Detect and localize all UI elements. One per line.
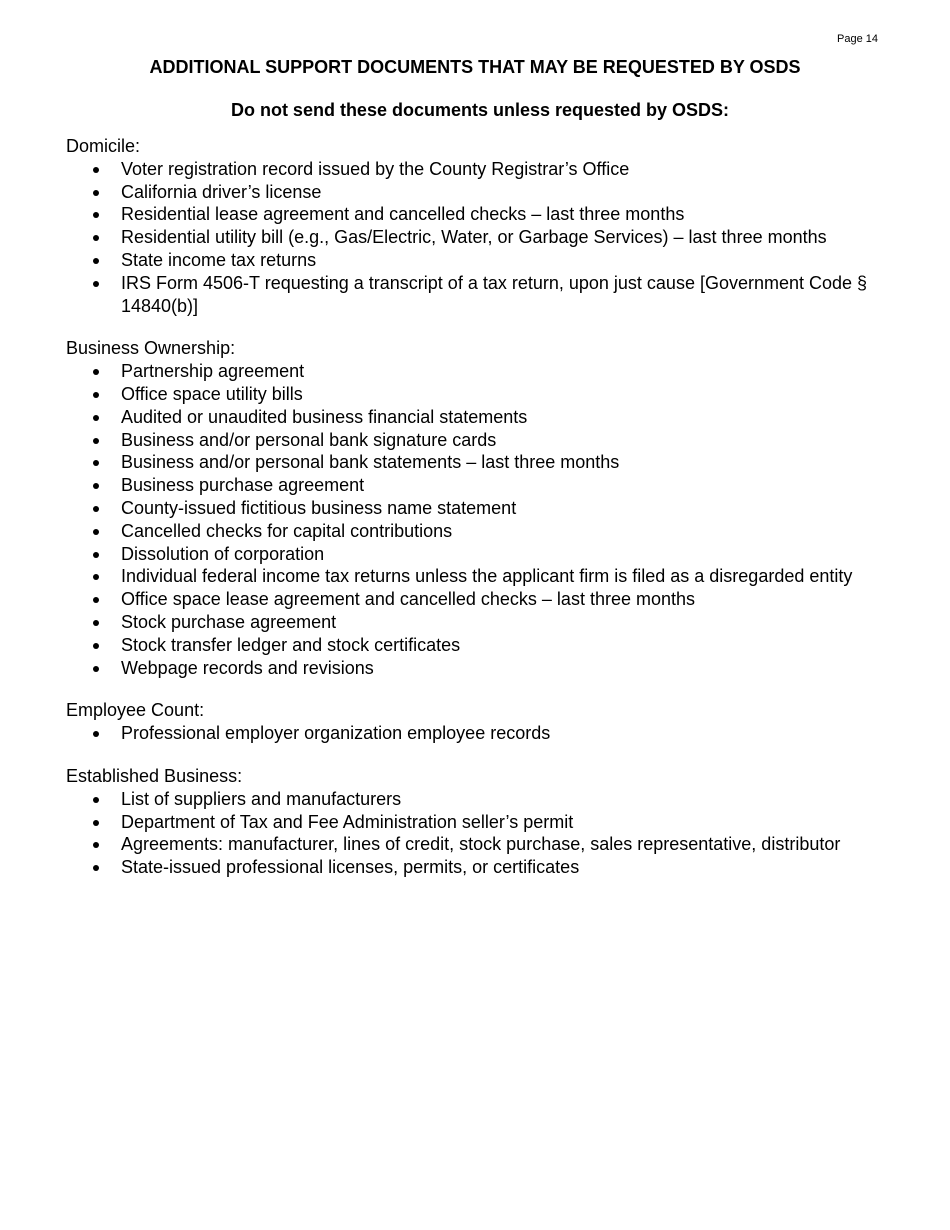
list-item-text: County-issued fictitious business name statement — [121, 497, 517, 518]
list-item — [66, 360, 886, 383]
bullet-icon — [93, 574, 99, 580]
list-item-text: Agreements: manufacturer, lines of credit, stock purchase, sales representative, distributor — [121, 834, 841, 855]
list-item — [66, 497, 886, 520]
list-item-text: Individual federal income tax returns unless the applicant firm is filed as a disregarded entity — [121, 566, 853, 587]
list-item-text: Voter registration record issued by the County Registrar’s Office — [121, 158, 630, 179]
list-item-text: Cancelled checks for capital contributions — [121, 520, 453, 541]
list-item-text: State income tax returns — [121, 249, 317, 270]
list-item — [66, 429, 886, 452]
list-item — [66, 811, 886, 834]
document-body — [66, 135, 886, 899]
bullet-icon — [93, 820, 99, 826]
list-item — [66, 474, 886, 497]
list-item-text: Audited or unaudited business financial statements — [121, 406, 528, 427]
bullet-icon — [93, 281, 99, 287]
bullet-icon — [93, 865, 99, 871]
section-established-business — [66, 765, 886, 879]
document-list — [66, 360, 886, 679]
list-item — [66, 611, 886, 634]
list-item — [66, 565, 886, 588]
bullet-icon — [93, 235, 99, 241]
document-subtitle: Do not send these documents unless requested by OSDS: — [230, 100, 730, 120]
list-item — [66, 272, 886, 318]
section-business-ownership — [66, 337, 886, 679]
bullet-icon — [93, 460, 99, 466]
bullet-icon — [93, 797, 99, 803]
list-item — [66, 181, 886, 204]
list-item — [66, 833, 886, 856]
list-item — [66, 657, 886, 680]
bullet-icon — [93, 842, 99, 848]
document-list — [66, 158, 886, 318]
list-item — [66, 158, 886, 181]
list-item — [66, 451, 886, 474]
list-item-text: California driver’s license — [121, 181, 322, 202]
list-item-text: List of suppliers and manufacturers — [121, 788, 402, 809]
list-item — [66, 856, 886, 879]
list-item-text: Webpage records and revisions — [121, 657, 374, 678]
section-heading: Employee Count: — [66, 700, 205, 721]
page-number: Page 14 — [837, 33, 878, 45]
list-item — [66, 634, 886, 657]
document-list — [66, 788, 886, 879]
list-item-text: Residential utility bill (e.g., Gas/Electric, Water, or Garbage Services) – last three months — [121, 227, 827, 248]
bullet-icon — [93, 167, 99, 173]
list-item — [66, 520, 886, 543]
bullet-icon — [93, 731, 99, 737]
document-title: ADDITIONAL SUPPORT DOCUMENTS THAT MAY BE REQUESTED BY OSDS — [149, 57, 801, 77]
list-item — [66, 543, 886, 566]
section-heading: Business Ownership: — [66, 338, 236, 359]
bullet-icon — [93, 620, 99, 626]
section-domicile — [66, 135, 886, 317]
list-item — [66, 588, 886, 611]
section-heading: Domicile: — [66, 136, 141, 156]
list-item — [66, 406, 886, 429]
list-item-text: IRS Form 4506-T requesting a transcript of a tax return, upon just cause [Government Code § 14840(b)] — [121, 272, 868, 316]
bullet-icon — [93, 438, 99, 444]
list-item — [66, 788, 886, 811]
bullet-icon — [93, 190, 99, 196]
list-item — [66, 383, 886, 406]
list-item-text: Stock purchase agreement — [121, 611, 337, 632]
bullet-icon — [93, 529, 99, 535]
list-item-text: Residential lease agreement and cancelled checks – last three months — [121, 204, 685, 225]
bullet-icon — [93, 483, 99, 489]
bullet-icon — [93, 552, 99, 558]
section-heading: Established Business: — [66, 765, 243, 786]
list-item-text: Office space utility bills — [121, 383, 303, 404]
list-item-text: State-issued professional licenses, permits, or certificates — [121, 857, 580, 878]
list-item-text: Dissolution of corporation — [121, 543, 325, 564]
bullet-icon — [93, 258, 99, 264]
bullet-icon — [93, 369, 99, 375]
bullet-icon — [93, 666, 99, 672]
list-item-text: Department of Tax and Fee Administration seller’s permit — [121, 811, 574, 832]
list-item-text: Office space lease agreement and cancelled checks – last three months — [121, 589, 695, 610]
section-employee-count — [66, 699, 886, 745]
bullet-icon — [93, 392, 99, 398]
list-item-text: Business purchase agreement — [121, 475, 365, 496]
list-item — [66, 249, 886, 272]
list-item-text: Stock transfer ledger and stock certificates — [121, 634, 461, 655]
document-list — [66, 722, 886, 745]
list-item-text: Partnership agreement — [121, 361, 305, 382]
bullet-icon — [93, 212, 99, 218]
list-item-text: Professional employer organization employee records — [121, 723, 551, 744]
list-item-text: Business and/or personal bank signature cards — [121, 429, 497, 450]
bullet-icon — [93, 597, 99, 603]
list-item-text: Business and/or personal bank statements – last three months — [121, 452, 620, 473]
list-item — [66, 722, 886, 745]
bullet-icon — [93, 415, 99, 421]
list-item — [66, 203, 886, 226]
list-item — [66, 226, 886, 249]
bullet-icon — [93, 643, 99, 649]
bullet-icon — [93, 506, 99, 512]
